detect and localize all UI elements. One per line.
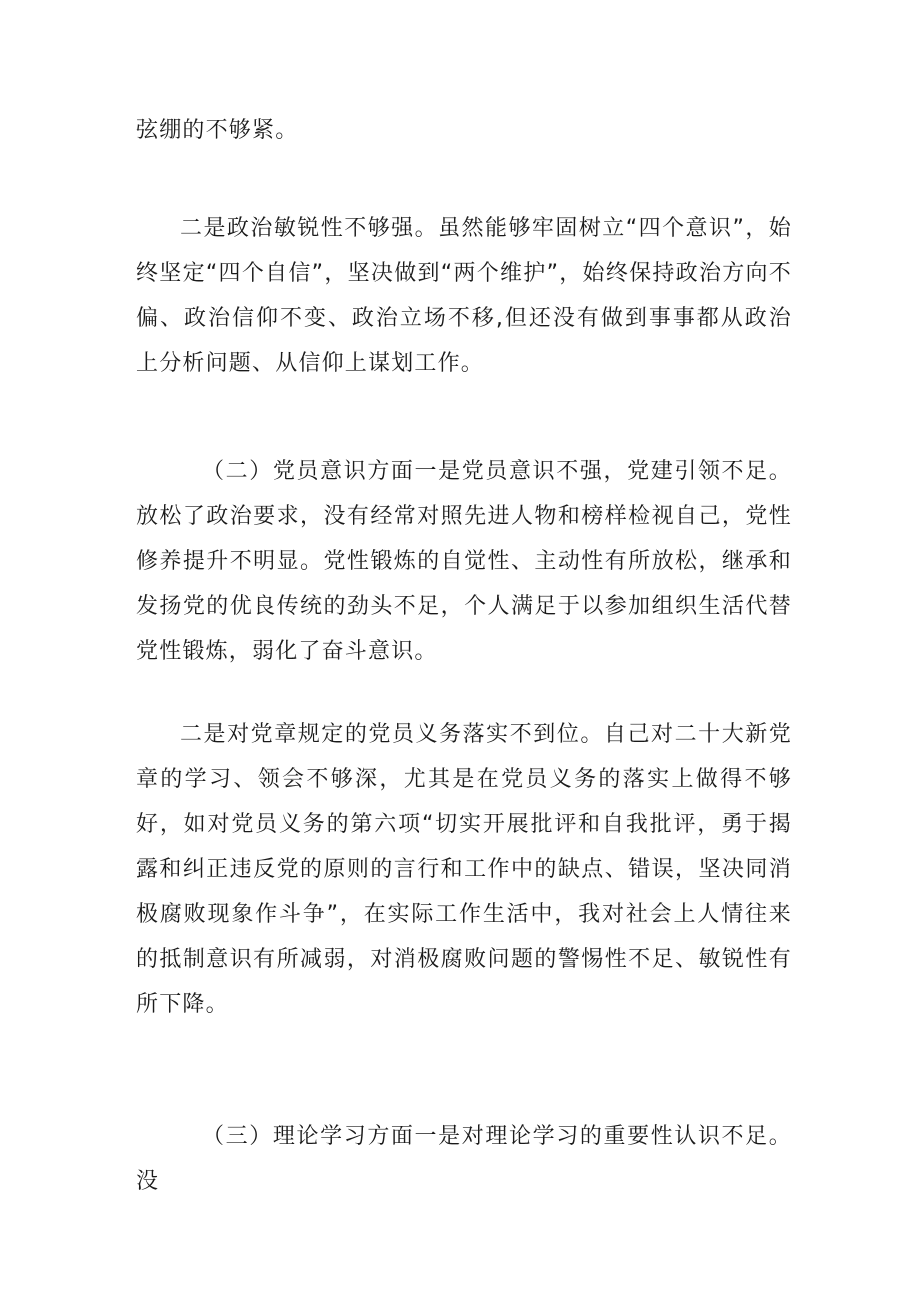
paragraph-party-awareness: （二）党员意识方面一是党员意识不强，党建引领不足。放松了政治要求，没有经常对照先进人物和榜样检视自己，党性修养提升不明显。党性锻炼的自觉性、主动性有所放松，继承和发扬党的优良传统的劲头不足，个人满足于以参加组织生活代替党性锻炼，弱化了奋斗意识。 [136, 459, 792, 664]
paragraph-continuation: 弦绷的不够紧。 [136, 118, 299, 143]
paragraph-party-obligations: 二是对党章规定的党员义务落实不到位。自己对二十大新党章的学习、领会不够深，尤其是在党员义务的落实上做得不够好，如对党员义务的第六项“切实开展批评和自我批评，勇于揭露和纠正违反党的原则的言行和工作中的缺点、错误，坚决同消极腐败现象作斗争”，在实际工作生活中，我对社会上人情往来的抵制意识有所减弱，对消极腐败问题的警惕性不足、敏锐性有所下降。 [136, 722, 792, 1017]
paragraph-theory-study: （三）理论学习方面一是对理论学习的重要性认识不足。没 [136, 1124, 792, 1194]
paragraph-political-sensitivity: 二是政治敏锐性不够强。虽然能够牢固树立“四个意识”，始终坚定“四个自信”，坚决做到“两个维护”，始终保持政治方向不偏、政治信仰不变、政治立场不移,但还没有做到事事都从政治上分析问题、从信仰上谋划工作。 [136, 216, 792, 376]
